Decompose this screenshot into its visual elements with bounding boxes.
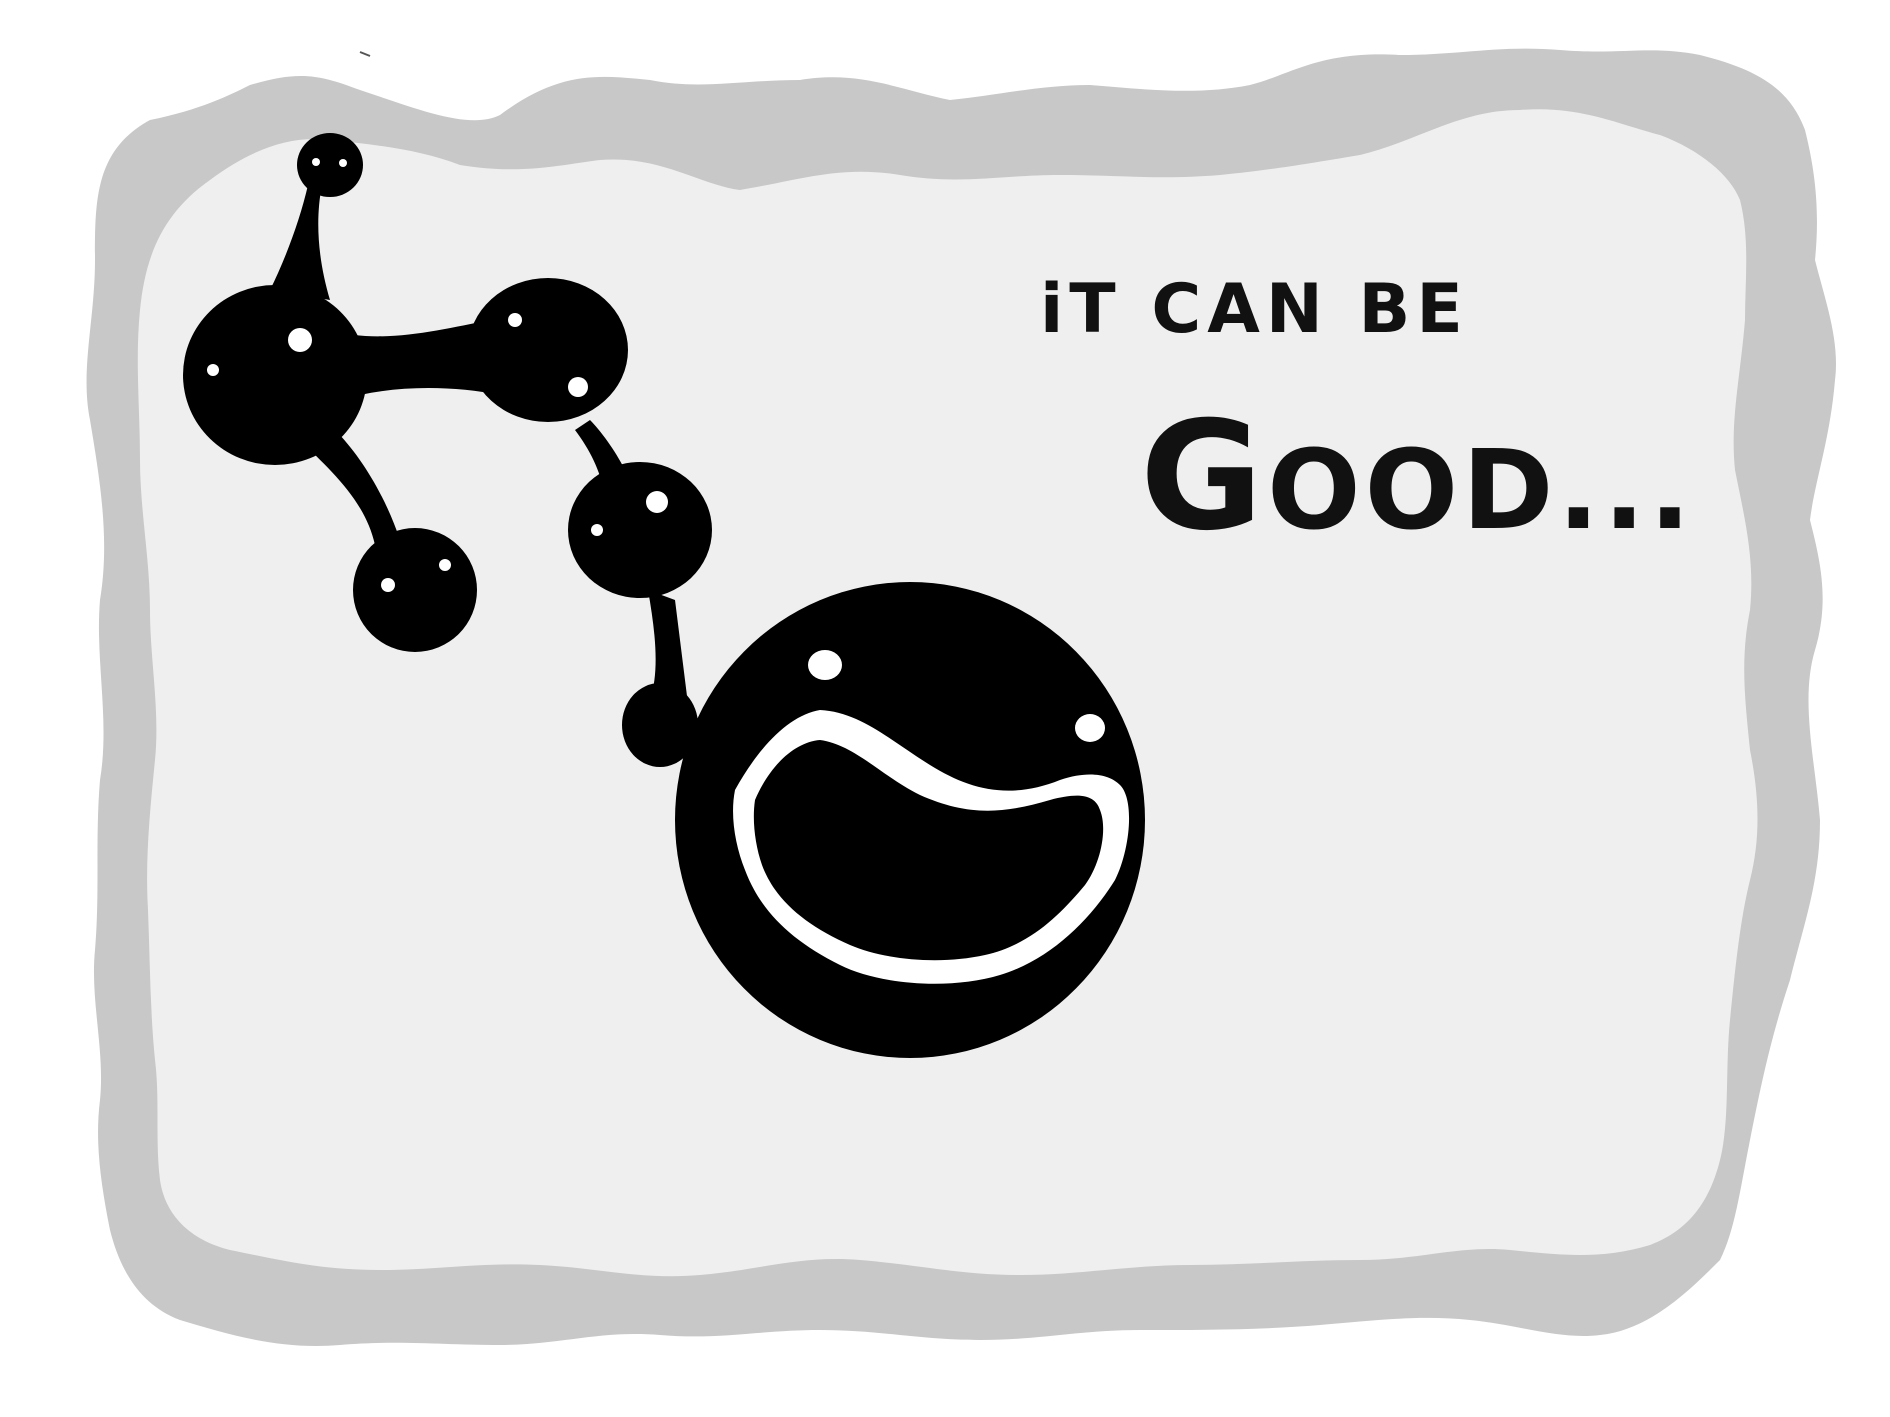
atom-right-eye-2 <box>591 524 603 536</box>
caption-line-2-rest: OOD... <box>1267 426 1695 554</box>
atom-upper-right <box>468 278 628 422</box>
caption-line-1: iT CAN BE <box>1040 270 1469 349</box>
atom-upper-right-eye-2 <box>568 377 588 397</box>
atom-right <box>568 462 712 598</box>
blob-eye-right <box>1075 714 1105 742</box>
frame-sparkle <box>360 52 370 56</box>
atom-lower <box>353 528 477 652</box>
atom-left-eye-2 <box>207 364 219 376</box>
atom-top-eye-left <box>312 158 320 166</box>
blob-eye-left <box>808 650 842 680</box>
happy-blob-character <box>675 582 1145 1058</box>
atom-left-eye-1 <box>288 328 312 352</box>
atom-upper-right-eye-1 <box>508 313 522 327</box>
caption-line-2 <box>1140 390 1695 564</box>
atom-lower-eye-2 <box>439 559 451 571</box>
atom-top <box>297 133 363 197</box>
atom-top-eye-right <box>339 159 347 167</box>
atom-right-eye-1 <box>646 491 668 513</box>
caption-line-2-initial: G <box>1140 390 1268 564</box>
atom-lower-eye-1 <box>381 578 395 592</box>
